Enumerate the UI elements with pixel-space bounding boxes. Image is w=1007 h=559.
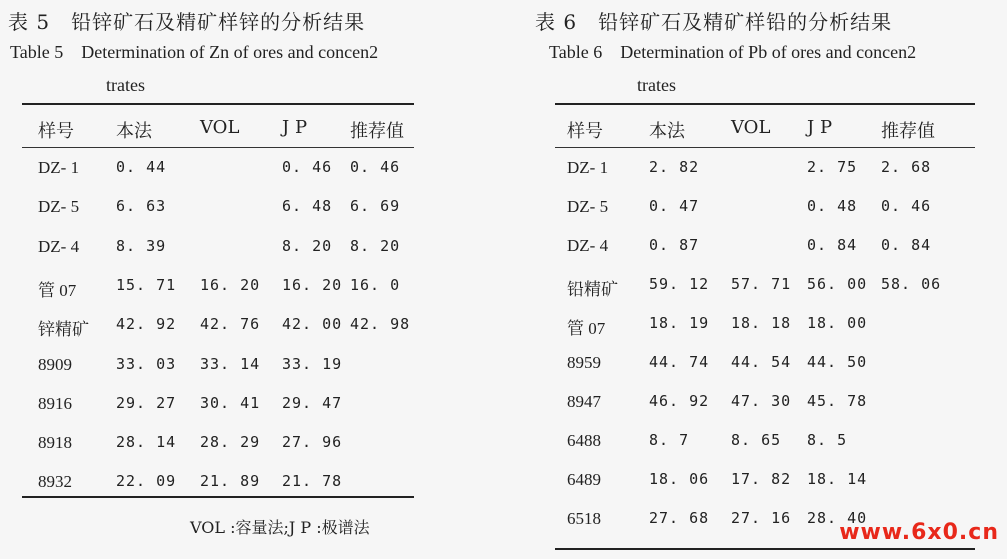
sample-id-cell: DZ- 4 — [567, 236, 609, 255]
table-5-top-rule — [22, 103, 414, 105]
sample-id-cell: 8947 — [567, 392, 601, 411]
value-cell: 45. 78 — [807, 392, 868, 410]
column-header: J P — [807, 117, 833, 138]
sample-id-cell: 铅精矿 — [567, 280, 618, 299]
sample-id-cell: 管 07 — [38, 280, 77, 300]
sample-id-cell: DZ- 1 — [567, 158, 609, 177]
value-cell: 44. 74 — [649, 353, 710, 371]
value-cell: 59. 12 — [649, 275, 710, 293]
value-cell: 15. 71 — [116, 275, 177, 294]
value-cell: 28. 29 — [200, 433, 261, 452]
table-5-note: VOL :容量法;J P :极谱法 — [190, 518, 370, 537]
value-cell: 29. 47 — [282, 393, 343, 412]
value-cell: 21. 78 — [282, 472, 343, 491]
table-6-title-en: Table 6 Determination of Pb of ores and concen2 — [549, 42, 917, 62]
value-cell: 6. 63 — [116, 197, 167, 216]
value-cell: 6. 69 — [350, 197, 401, 216]
value-cell: 8. 20 — [350, 236, 401, 255]
value-cell: 56. 00 — [807, 275, 868, 293]
value-cell: 0. 87 — [649, 236, 700, 254]
column-header: 推荐值 — [350, 121, 404, 142]
value-cell: 0. 84 — [807, 236, 858, 254]
sample-id-cell: 6489 — [567, 470, 601, 489]
table-6-title-en-cont: trates — [637, 75, 676, 95]
sample-id-cell: 8918 — [38, 433, 72, 453]
value-cell: 44. 50 — [807, 353, 868, 371]
value-cell: 42. 92 — [116, 315, 177, 334]
value-cell: 33. 14 — [200, 354, 261, 373]
sample-id-cell: 8909 — [38, 354, 72, 374]
value-cell: 28. 40 — [807, 509, 868, 527]
value-cell: 42. 98 — [350, 315, 411, 334]
value-cell: 46. 92 — [649, 392, 710, 410]
value-cell: 27. 68 — [649, 509, 710, 527]
table-5-title-en-cont: trates — [106, 75, 145, 95]
column-header: J P — [282, 117, 308, 138]
table-6-title-cn: 表 6 铅锌矿石及精矿样铅的分析结果 — [535, 10, 893, 34]
value-cell: 18. 18 — [731, 314, 792, 332]
sample-id-cell: 8959 — [567, 353, 601, 372]
value-cell: 18. 19 — [649, 314, 710, 332]
sample-id-cell: 6518 — [567, 509, 601, 528]
value-cell: 28. 14 — [116, 433, 177, 452]
value-cell: 6. 48 — [282, 197, 333, 216]
value-cell: 44. 54 — [731, 353, 792, 371]
value-cell: 33. 03 — [116, 354, 177, 373]
table-6-bottom-rule — [555, 548, 975, 550]
value-cell: 42. 76 — [200, 315, 261, 334]
value-cell: 42. 00 — [282, 315, 343, 334]
value-cell: 0. 48 — [807, 197, 858, 215]
column-header: 本法 — [116, 121, 152, 142]
value-cell: 2. 75 — [807, 158, 858, 176]
value-cell: 0. 46 — [282, 158, 333, 176]
value-cell: 30. 41 — [200, 393, 261, 412]
value-cell: 18. 00 — [807, 314, 868, 332]
value-cell: 21. 89 — [200, 472, 261, 491]
value-cell: 58. 06 — [881, 275, 942, 293]
value-cell: 27. 96 — [282, 433, 343, 452]
column-header: VOL — [200, 117, 240, 138]
value-cell: 16. 20 — [282, 275, 343, 294]
value-cell: 8. 7 — [649, 431, 690, 449]
value-cell: 0. 46 — [881, 197, 932, 215]
value-cell: 0. 47 — [649, 197, 700, 215]
column-header: VOL — [731, 117, 771, 138]
value-cell: 57. 71 — [731, 275, 792, 293]
value-cell: 8. 65 — [731, 431, 782, 449]
sample-id-cell: 管 07 — [567, 319, 606, 338]
value-cell: 16. 20 — [200, 275, 261, 294]
table-5-title-en: Table 5 Determination of Zn of ores and concen2 — [10, 42, 379, 62]
value-cell: 18. 06 — [649, 470, 710, 488]
sample-id-cell: 8932 — [38, 472, 72, 492]
column-header: 样号 — [38, 121, 74, 142]
value-cell: 29. 27 — [116, 393, 177, 412]
sample-id-cell: DZ- 5 — [567, 197, 609, 216]
table-6-header-rule — [555, 147, 975, 148]
table-5-bottom-rule — [22, 496, 414, 498]
sample-id-cell: DZ- 5 — [38, 197, 80, 217]
value-cell: 17. 82 — [731, 470, 792, 488]
column-header: 样号 — [567, 121, 603, 142]
sample-id-cell: DZ- 4 — [38, 236, 80, 256]
value-cell: 27. 16 — [731, 509, 792, 527]
value-cell: 2. 68 — [881, 158, 932, 176]
value-cell: 8. 39 — [116, 236, 167, 255]
value-cell: 22. 09 — [116, 472, 177, 491]
value-cell: 0. 84 — [881, 236, 932, 254]
sample-id-cell: DZ- 1 — [38, 158, 80, 177]
value-cell: 8. 20 — [282, 236, 333, 255]
value-cell: 47. 30 — [731, 392, 792, 410]
watermark-logo: www.6x0.cn — [839, 520, 999, 545]
value-cell: 2. 82 — [649, 158, 700, 176]
value-cell: 8. 5 — [807, 431, 848, 449]
value-cell: 16. 0 — [350, 275, 401, 294]
table-5-header-rule — [22, 147, 414, 148]
table-6-top-rule — [555, 103, 975, 105]
sample-id-cell: 6488 — [567, 431, 601, 450]
sample-id-cell: 8916 — [38, 393, 72, 413]
table-5-title-cn: 表 5 铅锌矿石及精矿样锌的分析结果 — [8, 10, 366, 34]
value-cell: 18. 14 — [807, 470, 868, 488]
value-cell: 0. 46 — [350, 158, 401, 176]
column-header: 本法 — [649, 121, 685, 142]
value-cell: 33. 19 — [282, 354, 343, 373]
column-header: 推荐值 — [881, 121, 935, 142]
sample-id-cell: 锌精矿 — [38, 320, 89, 340]
value-cell: 0. 44 — [116, 158, 167, 176]
